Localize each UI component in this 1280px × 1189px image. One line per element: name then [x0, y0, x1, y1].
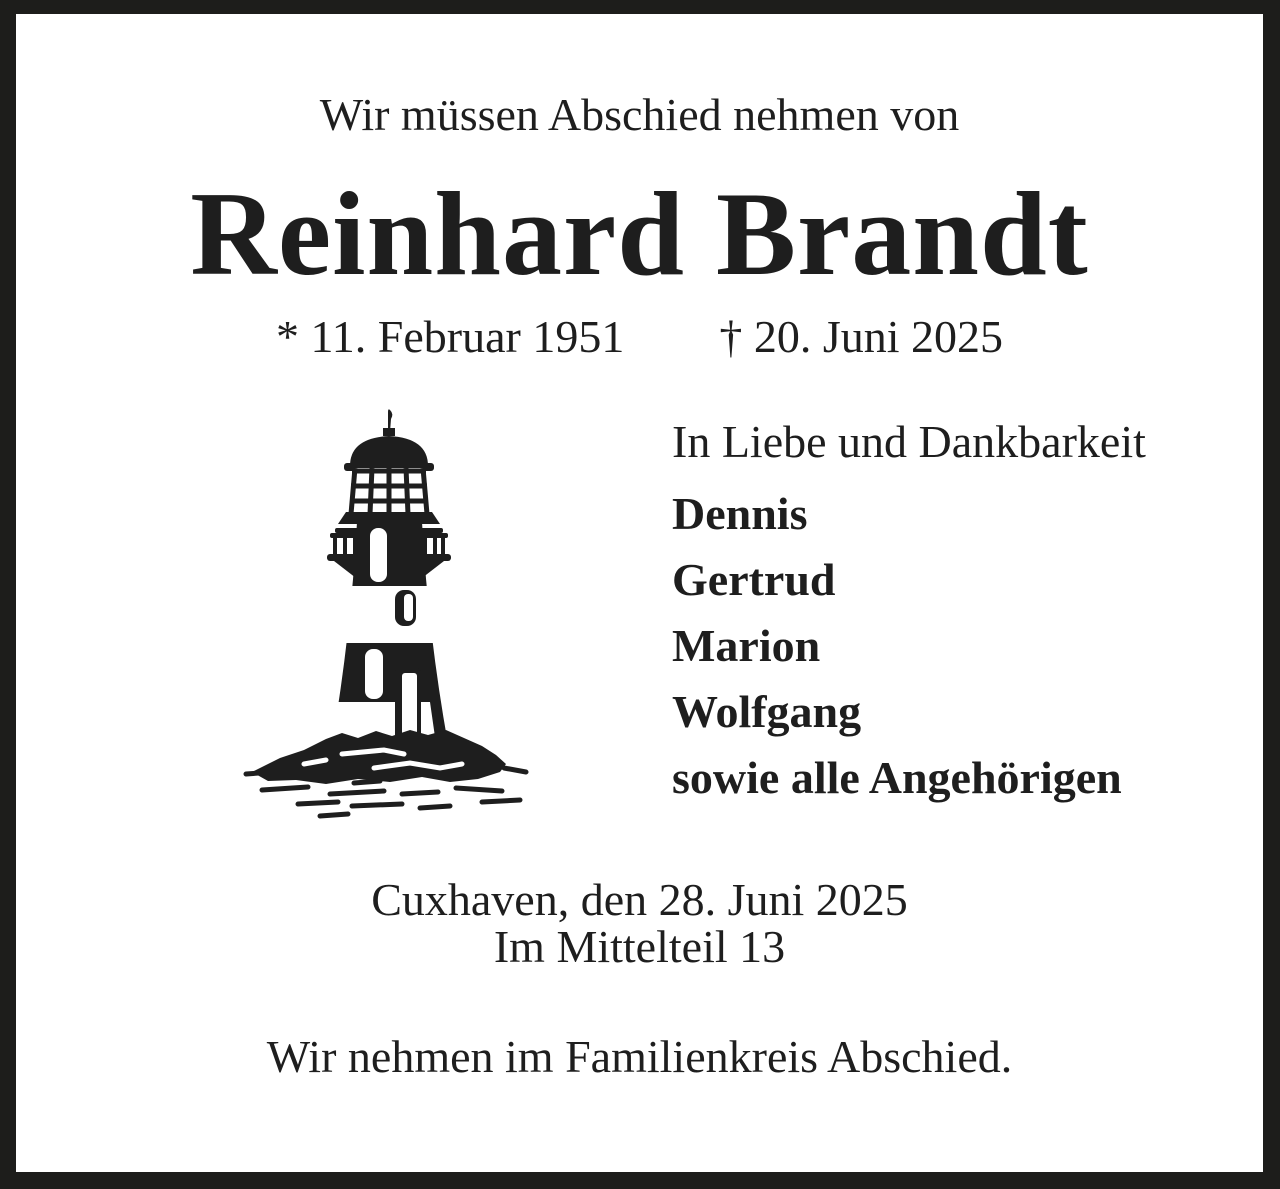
address-line: Im Mittelteil 13	[493, 921, 786, 972]
mourners-list	[672, 488, 1122, 821]
mourner-name: Gertrud	[672, 554, 836, 605]
mourner-name: Marion	[672, 620, 821, 671]
mourner-name: Dennis	[672, 488, 808, 539]
closing-line: Wir nehmen im Familienkreis Abschied.	[266, 1031, 1013, 1082]
life-dates	[16, 311, 1263, 362]
birth-date: * 11. Februar 1951	[275, 311, 625, 362]
lighthouse-illustration	[234, 402, 534, 822]
intro-line: Wir müssen Abschied nehmen von	[319, 89, 960, 140]
place-date-line: Cuxhaven, den 28. Juni 2025	[371, 874, 908, 925]
death-date: † 20. Juni 2025	[719, 311, 1004, 362]
mourner-name: Wolfgang	[672, 686, 862, 737]
deceased-name: Reinhard Brandt	[190, 167, 1089, 300]
lighthouse-icon	[234, 402, 534, 822]
mourner-name: sowie alle Angehörigen	[672, 752, 1122, 803]
tribute-line: In Liebe und Dankbarkeit	[672, 416, 1146, 467]
